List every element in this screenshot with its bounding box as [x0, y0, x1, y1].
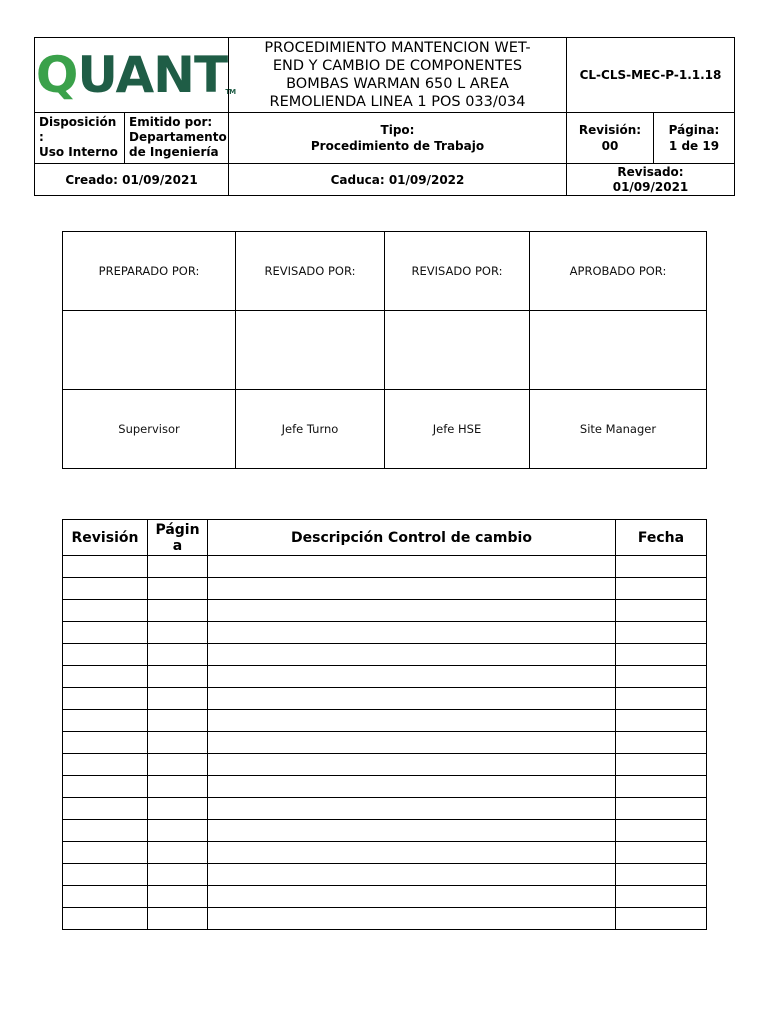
signature-header: REVISADO POR:	[236, 232, 385, 311]
table-cell	[208, 556, 616, 578]
table-cell	[148, 600, 208, 622]
disposicion-colon: :	[39, 130, 44, 144]
table-cell	[63, 578, 148, 600]
logo-q: Q	[35, 46, 78, 104]
title-line: PROCEDIMIENTO MANTENCION WET-	[264, 40, 531, 56]
table-cell	[208, 622, 616, 644]
change-control-body	[63, 556, 707, 930]
signature-blank-row	[63, 311, 707, 390]
table-cell	[616, 644, 707, 666]
table-cell	[148, 908, 208, 930]
table-row	[63, 732, 707, 754]
table-cell	[148, 666, 208, 688]
table-cell	[616, 710, 707, 732]
table-cell	[148, 842, 208, 864]
table-cell	[63, 622, 148, 644]
table-cell	[208, 842, 616, 864]
table-cell	[63, 732, 148, 754]
table-cell	[63, 776, 148, 798]
table-cell	[148, 864, 208, 886]
signature-role: Jefe HSE	[385, 390, 530, 469]
table-cell	[63, 798, 148, 820]
table-cell	[148, 688, 208, 710]
table-cell	[63, 556, 148, 578]
table-cell	[208, 666, 616, 688]
signature-role: Site Manager	[530, 390, 707, 469]
title-line: END Y CAMBIO DE COMPONENTES	[272, 58, 523, 74]
logo-rest: UANT	[77, 46, 228, 104]
table-cell	[616, 622, 707, 644]
title-line: REMOLIENDA LINEA 1 POS 033/034	[269, 94, 526, 110]
change-control-table	[62, 519, 707, 930]
table-cell	[616, 820, 707, 842]
emitido-value: Departamento	[129, 130, 227, 144]
table-cell	[208, 820, 616, 842]
table-row	[63, 864, 707, 886]
tipo-cell	[228, 112, 567, 164]
table-row	[63, 666, 707, 688]
table-cell	[148, 754, 208, 776]
table-cell	[616, 842, 707, 864]
revisado-date: 01/09/2021	[612, 179, 689, 194]
table-cell	[63, 600, 148, 622]
table-cell	[616, 688, 707, 710]
table-cell	[148, 578, 208, 600]
table-cell	[208, 644, 616, 666]
revision-label: Revisión:	[578, 123, 642, 137]
tipo-label: Tipo:	[380, 123, 415, 137]
signature-role: Supervisor	[63, 390, 236, 469]
caduca-cell	[228, 163, 567, 196]
table-cell	[616, 732, 707, 754]
creado-date: Creado: 01/09/2021	[65, 172, 198, 187]
table-cell	[63, 864, 148, 886]
table-cell	[148, 710, 208, 732]
revision-value: 00	[601, 139, 619, 153]
logo-tm: TM	[225, 88, 236, 96]
doc-code: CL-CLS-MEC-P-1.1.18	[579, 68, 722, 82]
table-cell	[208, 754, 616, 776]
table-cell	[616, 798, 707, 820]
table-cell	[63, 754, 148, 776]
signature-role: Jefe Turno	[236, 390, 385, 469]
table-row	[63, 622, 707, 644]
table-row	[63, 556, 707, 578]
table-row	[63, 798, 707, 820]
table-row	[63, 578, 707, 600]
description-column-header: Descripción Control de cambio	[208, 520, 616, 556]
document-title	[260, 39, 534, 111]
disposicion-value: Uso Interno	[39, 145, 118, 159]
tipo-value: Procedimiento de Trabajo	[310, 139, 485, 153]
table-cell	[208, 578, 616, 600]
disposicion-label: Disposición	[39, 115, 117, 129]
revisado-cell	[566, 163, 735, 196]
revision-cell	[566, 112, 654, 164]
table-cell	[63, 886, 148, 908]
signature-space	[530, 311, 707, 390]
title-cell	[228, 37, 567, 113]
emitido-label: Emitido por:	[129, 115, 213, 129]
table-row	[63, 842, 707, 864]
signature-space	[63, 311, 236, 390]
table-cell	[616, 776, 707, 798]
revision-column-header: Revisión	[63, 520, 148, 556]
table-cell	[208, 908, 616, 930]
pagina-column-header: Págin a	[148, 520, 208, 556]
table-row	[63, 776, 707, 798]
signature-table	[62, 231, 707, 469]
table-cell	[148, 732, 208, 754]
table-cell	[616, 556, 707, 578]
table-cell	[63, 644, 148, 666]
signature-space	[236, 311, 385, 390]
table-row	[63, 754, 707, 776]
table-cell	[208, 776, 616, 798]
table-row	[63, 820, 707, 842]
table-cell	[616, 908, 707, 930]
table-cell	[616, 754, 707, 776]
table-cell	[148, 798, 208, 820]
emitido-value: de Ingeniería	[129, 145, 219, 159]
table-cell	[63, 820, 148, 842]
table-cell	[616, 600, 707, 622]
table-cell	[208, 732, 616, 754]
fecha-column-header: Fecha	[616, 520, 707, 556]
doc-code-cell	[566, 37, 735, 113]
emitido-cell	[124, 112, 229, 164]
table-row	[63, 688, 707, 710]
signature-header: APROBADO POR:	[530, 232, 707, 311]
table-row	[63, 644, 707, 666]
table-cell	[148, 556, 208, 578]
table-cell	[63, 908, 148, 930]
table-cell	[148, 820, 208, 842]
table-cell	[148, 644, 208, 666]
table-row	[63, 600, 707, 622]
table-cell	[148, 776, 208, 798]
disposicion-cell	[34, 112, 125, 164]
table-cell	[148, 886, 208, 908]
table-cell	[208, 600, 616, 622]
table-cell	[63, 666, 148, 688]
signature-role-row	[63, 390, 707, 469]
table-cell	[208, 710, 616, 732]
change-control-header-row	[63, 520, 707, 556]
table-cell	[148, 622, 208, 644]
creado-cell	[34, 163, 229, 196]
signature-header-row	[63, 232, 707, 311]
document-header	[34, 37, 735, 196]
quant-logo	[35, 46, 236, 104]
table-row	[63, 886, 707, 908]
table-cell	[208, 798, 616, 820]
table-cell	[616, 886, 707, 908]
table-cell	[616, 864, 707, 886]
title-line: BOMBAS WARMAN 650 L AREA	[286, 76, 509, 92]
revisado-label: Revisado:	[617, 164, 684, 179]
table-cell	[63, 710, 148, 732]
signature-header: PREPARADO POR:	[63, 232, 236, 311]
pagina-cell	[653, 112, 735, 164]
signature-header: REVISADO POR:	[385, 232, 530, 311]
table-row	[63, 908, 707, 930]
table-cell	[616, 666, 707, 688]
table-cell	[208, 886, 616, 908]
pagina-value: 1 de 19	[668, 139, 720, 153]
table-cell	[208, 864, 616, 886]
table-row	[63, 710, 707, 732]
table-cell	[616, 578, 707, 600]
table-cell	[208, 688, 616, 710]
table-cell	[63, 688, 148, 710]
caduca-date: Caduca: 01/09/2022	[330, 172, 465, 187]
logo-cell	[34, 37, 236, 113]
table-cell	[63, 842, 148, 864]
pagina-label: Página:	[668, 123, 720, 137]
signature-space	[385, 311, 530, 390]
